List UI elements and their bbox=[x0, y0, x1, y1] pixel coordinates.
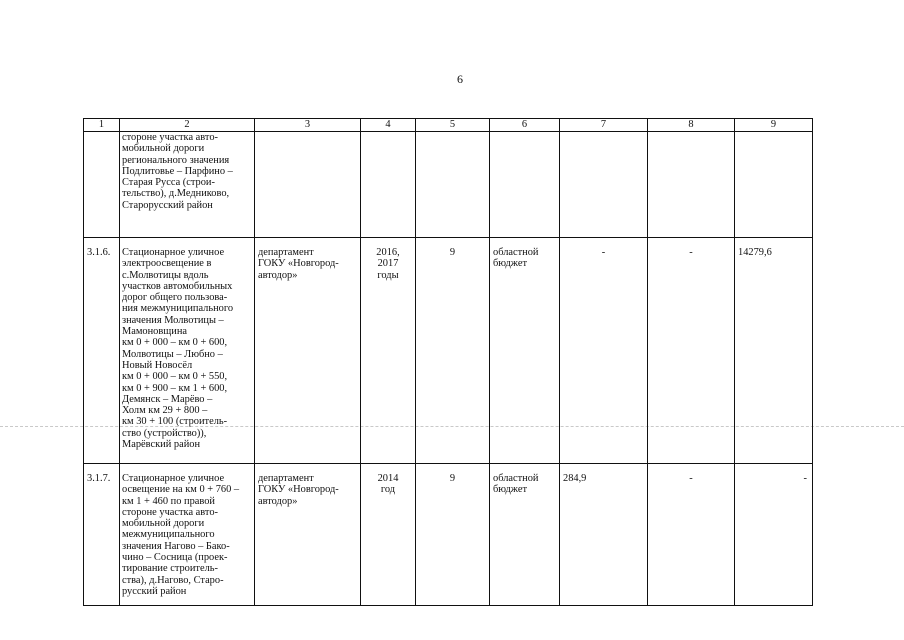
row-name: Стационарное уличное электроосвещение в с.Молвотицы вдоль участков автомобильных дорог общего пользова- ния межмуниципального значения Молвотицы – Мамоновщина км 0 + 000 – км 0 + 600, Молвотицы – Любно – Новый Новосёл км 0 + 000 – км 0 + 550, км 0 + 900 – км 1 + 600, Демянск – Марёво – Холм км 29 + 800 – км 30 + 100 (строитель- ство (устройство)), Марёвский район bbox=[120, 238, 255, 464]
column-header: 9 bbox=[735, 119, 813, 132]
row-executor: департамент ГОКУ «Новгород- автодор» bbox=[255, 238, 361, 464]
row-name: Стационарное уличное освещение на км 0 + 760 – км 1 + 460 по правой стороне участка авто- мобильной дороги межмуниципального значения Нагово – Бако- чино – Сосница (проек- тирование строитель- ства), д.Нагово, Старо- русский район bbox=[120, 464, 255, 606]
row-value-col9 bbox=[735, 132, 813, 238]
row-years: 2016, 2017 годы bbox=[361, 238, 416, 464]
column-header: 5 bbox=[416, 119, 490, 132]
row-source: областной бюджет bbox=[490, 238, 560, 464]
row-executor: департамент ГОКУ «Новгород- автодор» bbox=[255, 464, 361, 606]
column-number-row bbox=[84, 119, 813, 132]
page-number: 6 bbox=[457, 72, 463, 86]
column-header: 4 bbox=[361, 119, 416, 132]
row-target: 9 bbox=[416, 238, 490, 464]
column-header: 3 bbox=[255, 119, 361, 132]
row-name: стороне участка авто- мобильной дороги регионального значения Подлитовье – Парфино – Старая Русса (строи- тельство), д.Медниково, Старорусский район bbox=[120, 132, 255, 238]
column-header: 1 bbox=[84, 119, 120, 132]
table-row bbox=[84, 464, 813, 606]
row-executor bbox=[255, 132, 361, 238]
row-value-col9: 14279,6 bbox=[735, 238, 813, 464]
row-value-col8: - bbox=[648, 238, 735, 464]
row-value-col8 bbox=[648, 132, 735, 238]
table-row bbox=[84, 238, 813, 464]
row-target bbox=[416, 132, 490, 238]
row-id: 3.1.6. bbox=[84, 238, 120, 464]
row-years bbox=[361, 132, 416, 238]
column-header: 8 bbox=[648, 119, 735, 132]
row-source bbox=[490, 132, 560, 238]
column-header: 2 bbox=[120, 119, 255, 132]
program-table bbox=[83, 118, 813, 606]
row-value-col8: - bbox=[648, 464, 735, 606]
row-id bbox=[84, 132, 120, 238]
row-source: областной бюджет bbox=[490, 464, 560, 606]
column-header: 7 bbox=[560, 119, 648, 132]
row-target: 9 bbox=[416, 464, 490, 606]
row-value-col7 bbox=[560, 132, 648, 238]
column-header: 6 bbox=[490, 119, 560, 132]
row-value-col7: 284,9 bbox=[560, 464, 648, 606]
row-years: 2014 год bbox=[361, 464, 416, 606]
row-id: 3.1.7. bbox=[84, 464, 120, 606]
row-value-col9: - bbox=[735, 464, 813, 606]
row-value-col7: - bbox=[560, 238, 648, 464]
table-row bbox=[84, 132, 813, 238]
